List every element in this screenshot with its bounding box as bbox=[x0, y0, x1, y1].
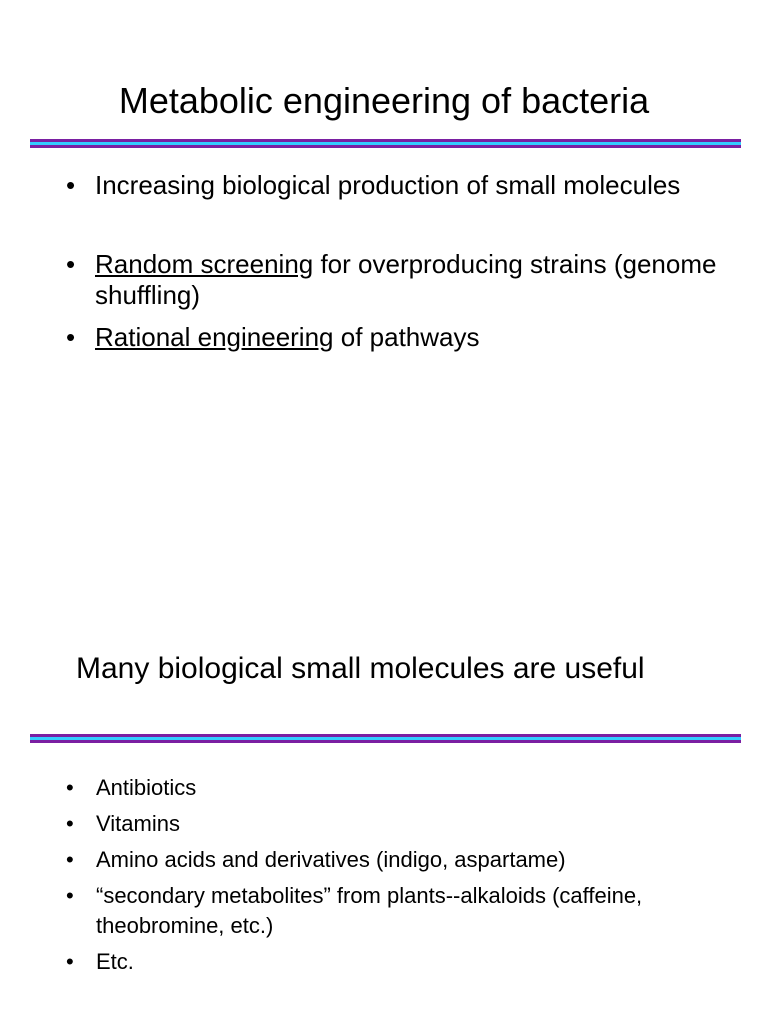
bullet-text: Antibiotics bbox=[96, 775, 197, 800]
slide-1-bullet-2 bbox=[66, 249, 746, 311]
bullet-dot: • bbox=[66, 249, 76, 279]
bullet-text: Amino acids and derivatives (indigo, aspartame) bbox=[96, 847, 566, 872]
slide-2-bullet bbox=[66, 845, 746, 875]
bullet-text: Increasing biological production of small molecules bbox=[95, 170, 681, 200]
bullet-text: Vitamins bbox=[96, 811, 180, 836]
bullet-text: Etc. bbox=[96, 949, 134, 974]
slide-2-bullet bbox=[66, 947, 746, 977]
slide-2-bullet-list bbox=[66, 773, 746, 983]
bullet-dot: • bbox=[66, 949, 74, 974]
slide-1-bullet-3 bbox=[66, 322, 746, 353]
slide-2-divider bbox=[30, 734, 741, 743]
slide-1-title: Metabolic engineering of bacteria bbox=[118, 80, 650, 121]
slide-2-title: Many biological small molecules are useful bbox=[76, 652, 645, 685]
bullet-text: of pathways bbox=[333, 322, 480, 352]
bullet-underlined-term: Rational engineering bbox=[95, 322, 334, 352]
bullet-underlined-term: Random screening bbox=[95, 249, 314, 279]
slide-2-bullet bbox=[66, 773, 746, 803]
bullet-text: “secondary metabolites” from plants--alkaloids (caffeine, theobromine, etc.) bbox=[96, 883, 643, 938]
bullet-dot: • bbox=[66, 811, 74, 836]
bullet-text: for overproducing strains (genome shuffling) bbox=[95, 249, 717, 310]
slide-1-divider bbox=[30, 139, 741, 148]
bullet-dot: • bbox=[66, 170, 76, 200]
slide-1-bullet-1 bbox=[66, 170, 746, 201]
bullet-dot: • bbox=[66, 775, 74, 800]
slide-2-bullet bbox=[66, 881, 746, 941]
bullet-dot: • bbox=[66, 322, 76, 352]
bullet-dot: • bbox=[66, 883, 74, 908]
slide-1-bullet-list bbox=[66, 170, 746, 353]
bullet-dot: • bbox=[66, 847, 74, 872]
slide-2-bullet bbox=[66, 809, 746, 839]
